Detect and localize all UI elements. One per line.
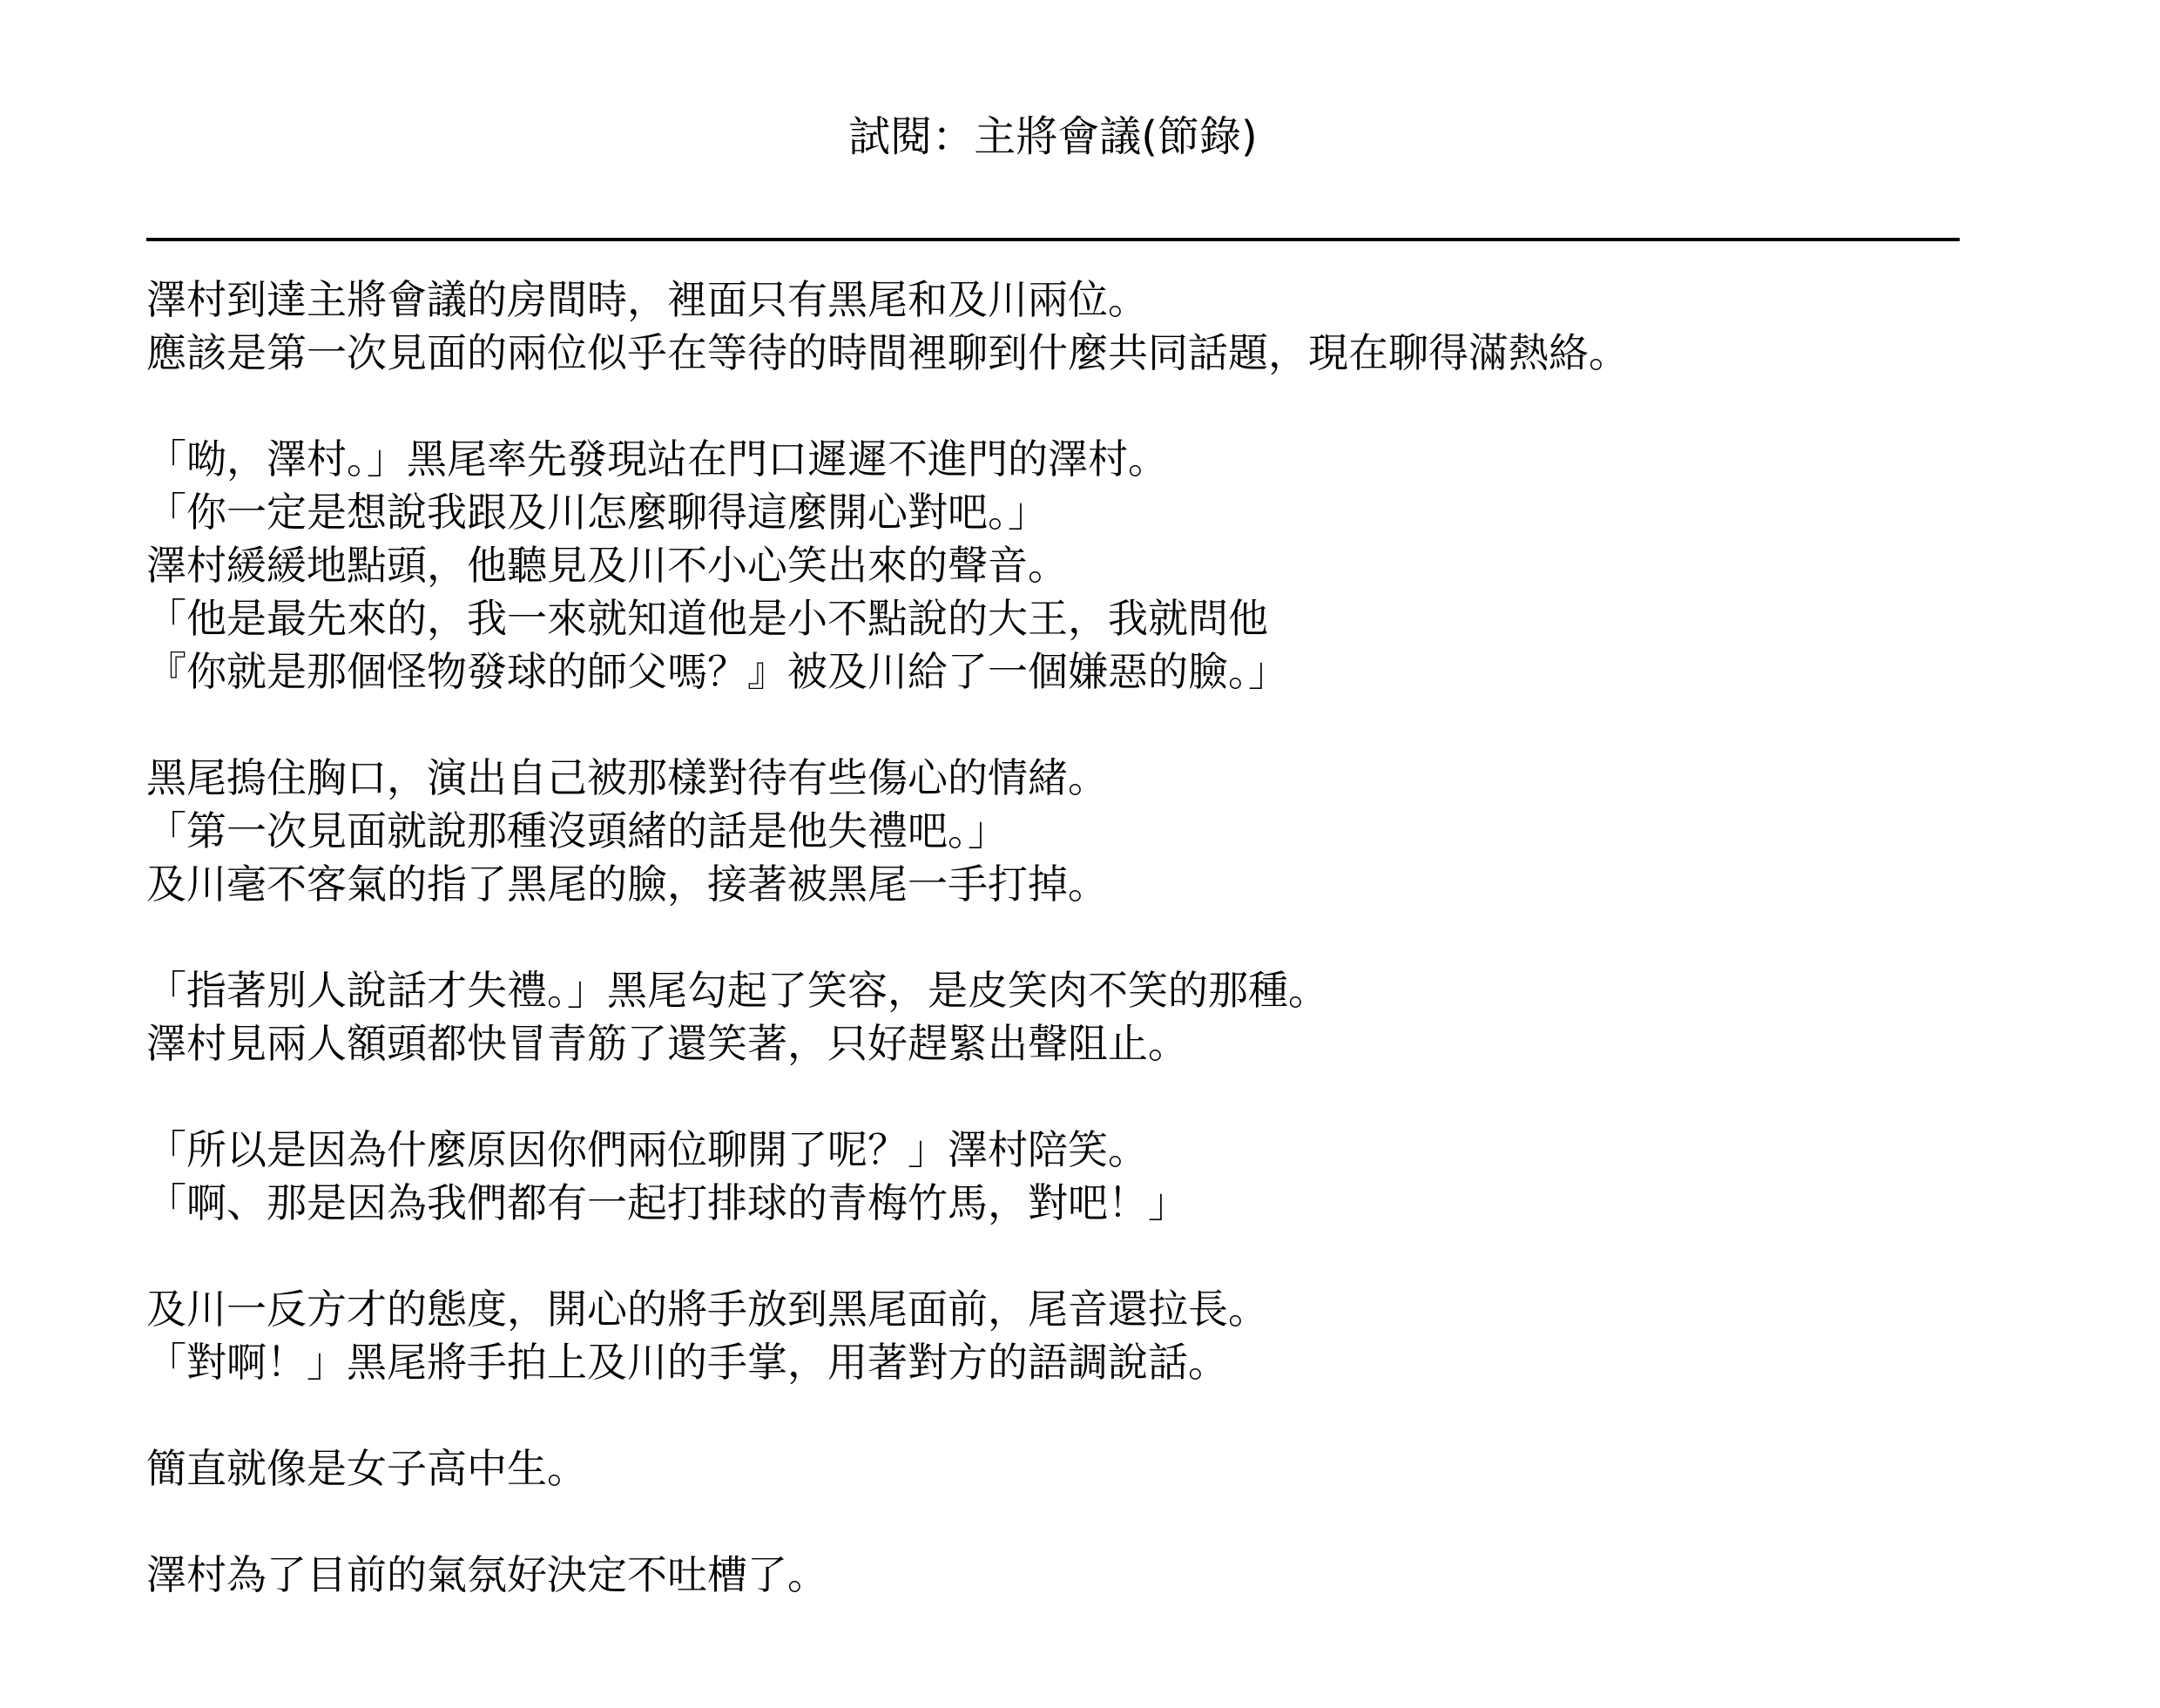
paragraph-gap bbox=[146, 911, 2062, 964]
text-line: 「指著別人說話才失禮。」黑尾勾起了笑容，是皮笑肉不笑的那種。 bbox=[146, 967, 1328, 1014]
text-line: 應該是第一次見面的兩位似乎在等待的時間裡聊到什麼共同話題，現在聊得滿熱絡。 bbox=[146, 329, 1629, 376]
text-line: 及川一反方才的態度，開心的將手放到黑尾面前，尾音還拉長。 bbox=[146, 1286, 1268, 1333]
text-line: 澤村見兩人額頭都快冒青筋了還笑著，只好趕緊出聲阻止。 bbox=[146, 1020, 1188, 1067]
text-line: 「對啊！」黑尾將手拍上及川的手掌，用著對方的語調說話。 bbox=[146, 1339, 1228, 1386]
text-line: 「第一次見面就說那種沒頭緒的話是他失禮吧。」 bbox=[146, 807, 1008, 854]
text-line: 澤村到達主將會議的房間時，裡面只有黑尾和及川兩位。 bbox=[146, 276, 1148, 323]
text-line: 澤村為了目前的氣氛好決定不吐槽了。 bbox=[146, 1551, 827, 1598]
text-line: 澤村緩緩地點頭，他聽見及川不小心笑出來的聲音。 bbox=[146, 542, 1068, 589]
title-divider bbox=[146, 238, 1960, 241]
paragraph-gap bbox=[146, 1230, 2062, 1283]
paragraph-gap bbox=[146, 699, 2062, 752]
text-line: 黑尾摀住胸口，演出自己被那樣對待有些傷心的情緒。 bbox=[146, 754, 1108, 801]
text-line: 簡直就像是女子高中生。 bbox=[146, 1445, 587, 1492]
paragraph-gap bbox=[146, 1389, 2062, 1442]
document-body bbox=[146, 273, 2062, 1602]
paragraph-gap bbox=[146, 1495, 2062, 1549]
text-line: 「他是最先來的，我一來就知道他是小不點說的大王，我就問他 bbox=[146, 595, 1268, 642]
paragraph-gap bbox=[146, 380, 2062, 433]
text-line: 「你一定是想說我跟及川怎麼聊得這麼開心對吧。」 bbox=[146, 489, 1048, 536]
document-title: 試閱：主將會議(節錄) bbox=[848, 112, 1258, 161]
paragraph-gap bbox=[146, 1070, 2062, 1124]
text-line: 『你就是那個怪物發球的師父嗎？』被及川給了一個嫌惡的臉。」 bbox=[146, 648, 1288, 695]
text-line: 「所以是因為什麼原因你們兩位聊開了呢？」澤村陪笑。 bbox=[146, 1126, 1148, 1173]
text-line: 「啊、那是因為我們都有一起打排球的青梅竹馬，對吧！」 bbox=[146, 1179, 1188, 1226]
text-line: 及川毫不客氣的指了黑尾的臉，接著被黑尾一手打掉。 bbox=[146, 861, 1108, 908]
text-line: 「呦，澤村。」黑尾率先發現站在門口遲遲不進門的澤村。 bbox=[146, 435, 1168, 483]
